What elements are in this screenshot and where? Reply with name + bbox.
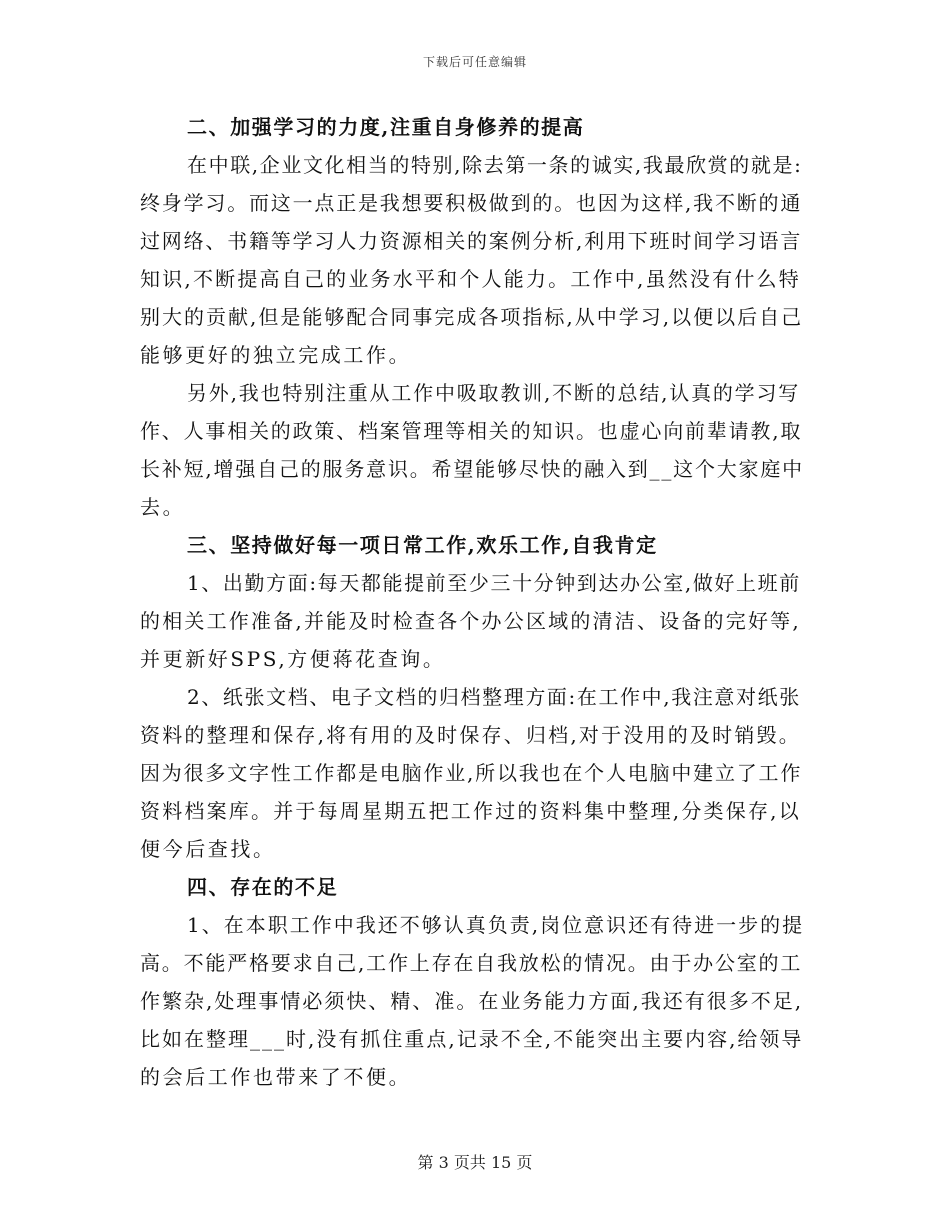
text-line: 终身学习。而这一点正是我想要积极做到的。也因为这样,我不断的通 xyxy=(140,191,803,215)
text-line: 1、出勤方面:每天都能提前至少三十分钟到达办公室,做好上班前 xyxy=(187,571,801,595)
document-body xyxy=(140,108,805,1096)
text-line: 长补短,增强自己的服务意识。希望能够尽快的融入到__这个大家庭中 xyxy=(140,457,804,481)
text-line: 过网络、书籍等学习人力资源相关的案例分析,利用下班时间学习语言 xyxy=(140,229,803,253)
text-line: 资料的整理和保存,将有用的及时保存、归档,对于没用的及时销毁。 xyxy=(140,723,801,747)
text-line: 另外,我也特别注重从工作中吸取教训,不断的总结,认真的学习写 xyxy=(187,381,801,405)
text-line: 2、纸张文档、电子文档的归档整理方面:在工作中,我注意对纸张 xyxy=(187,685,801,709)
text-line: 去。 xyxy=(140,495,186,519)
text-line: 便今后查找。 xyxy=(140,837,276,861)
text-line: 因为很多文字性工作都是电脑作业,所以我也在个人电脑中建立了工作 xyxy=(140,761,803,785)
text-line: 作、人事相关的政策、档案管理等相关的知识。也虚心向前辈请教,取 xyxy=(140,419,803,443)
text-line: 知识,不断提高自己的业务水平和个人能力。工作中,虽然没有什么特 xyxy=(140,267,801,291)
text-line: 比如在整理___时,没有抓住重点,记录不全,不能突出主要内容,给领导 xyxy=(140,1027,804,1051)
text-line: 的相关工作准备,并能及时检查各个办公区域的清洁、设备的完好等, xyxy=(140,609,801,633)
section-heading: 三、坚持做好每一项日常工作,欢乐工作,自我肯定 xyxy=(187,533,658,557)
text-line: 高。不能严格要求自己,工作上存在自我放松的情况。由于办公室的工 xyxy=(140,951,803,975)
text-line: 并更新好SPS,方便蒋花查询。 xyxy=(140,647,446,671)
text-line: 的会后工作也带来了不便。 xyxy=(140,1065,412,1089)
text-line: 别大的贡献,但是能够配合同事完成各项指标,从中学习,以便以后自己 xyxy=(140,305,804,329)
page-number: 第 3 页共 15 页 xyxy=(417,1153,533,1172)
text-line: 在中联,企业文化相当的特别,除去第一条的诚实,我最欣赏的就是: xyxy=(187,153,803,177)
text-line: 作繁杂,处理事情必须快、精、准。在业务能力方面,我还有很多不足, xyxy=(140,989,804,1013)
page-header: 下载后可任意编辑 xyxy=(422,55,527,69)
text-line: 能够更好的独立完成工作。 xyxy=(140,343,412,367)
section-heading: 二、加强学习的力度,注重自身修养的提高 xyxy=(187,115,585,139)
text-line: 1、在本职工作中我还不够认真负责,岗位意识还有待进一步的提 xyxy=(187,913,805,937)
text-line: 资料档案库。并于每周星期五把工作过的资料集中整理,分类保存,以 xyxy=(140,799,801,823)
section-heading: 四、存在的不足 xyxy=(187,875,339,899)
